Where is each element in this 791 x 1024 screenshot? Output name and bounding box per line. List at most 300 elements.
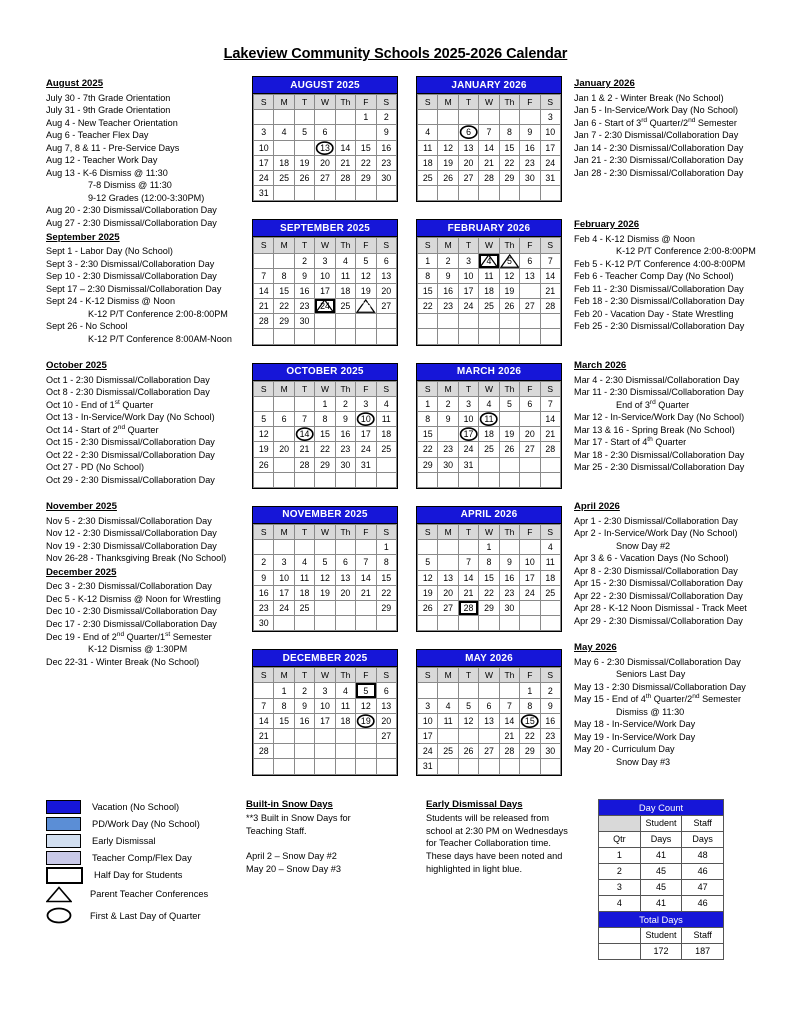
calendar-empty-cell [499, 472, 519, 487]
calendar-day-number: 10 [463, 414, 474, 425]
calendar-day-cell [274, 457, 294, 472]
notes-line: Mar 4 - 2:30 Dismissal/Collaboration Day [574, 374, 740, 385]
weekday-header: S [254, 524, 274, 539]
calendar-day-cell [438, 427, 458, 442]
calendar-day-cell [274, 412, 294, 427]
calendar-day-cell [479, 698, 499, 713]
calendar-day-cell [356, 283, 376, 298]
calendar-day-cell [499, 170, 519, 185]
calendar-empty-cell [274, 110, 294, 125]
notes-spacer [574, 474, 791, 487]
calendar-day-number: 17 [320, 715, 330, 726]
calendar-day-number: 28 [545, 301, 556, 312]
weekday-header: F [356, 524, 376, 539]
calendar-day-number: 3 [466, 255, 471, 266]
calendar-day-cell [335, 170, 355, 185]
calendar-day-number: 27 [340, 602, 351, 613]
calendar-empty-cell [335, 744, 355, 759]
calendar-day-number: 6 [445, 557, 451, 568]
calendar-day-cell [356, 110, 376, 125]
weekday-header: S [418, 524, 438, 539]
calendar-day-number: 26 [463, 746, 474, 757]
calendar-day-cell [479, 585, 499, 600]
calendar-day-number: 22 [484, 587, 494, 598]
calendar-day-number: 1 [322, 398, 328, 409]
calendar-day-cell [438, 396, 458, 411]
calendar-day-cell [520, 713, 540, 728]
notes-line: Feb 4 - K-12 Dismiss @ Noon [574, 233, 695, 244]
weekday-header: T [294, 668, 314, 683]
calendar-day-cell [335, 570, 355, 585]
calendar-day-number: 3 [261, 127, 267, 138]
calendar-day-number: 24 [320, 731, 330, 742]
calendar-day-cell [356, 442, 376, 457]
calendar-week-row [418, 472, 561, 487]
calendar-day-number: 1 [425, 255, 431, 266]
calendar-day-number: 30 [340, 459, 351, 470]
page-title: Lakeview Community Schools 2025-2026 Calendar [223, 46, 568, 62]
calendar-day-number: 17 [463, 285, 474, 296]
calendar-day-cell [520, 253, 540, 268]
calendar-empty-cell [458, 110, 478, 125]
legend-swatch-pd [46, 817, 81, 831]
calendar-day-cell [418, 283, 438, 298]
calendar-day-number: 23 [524, 157, 535, 168]
calendar-day-number: 11 [340, 700, 350, 711]
calendar-empty-cell [294, 759, 314, 774]
calendar-day-cell [254, 427, 274, 442]
calendar-week-row [418, 759, 561, 774]
calendar-day-number: 9 [547, 700, 553, 711]
calendar-day-number: 2 [506, 542, 512, 553]
calendar-day-number: 21 [484, 157, 494, 168]
calendar-month-title: MARCH 2026 [417, 364, 561, 381]
calendar-day-cell [315, 555, 335, 570]
calendar-day-number: 5 [322, 557, 328, 568]
calendar-week-row [254, 555, 397, 570]
legend-item [46, 867, 246, 884]
calendar-empty-cell [356, 329, 376, 344]
calendar-day-number: 3 [466, 398, 471, 409]
calendar-day-cell [335, 125, 355, 140]
calendar-day-number: 28 [360, 602, 371, 613]
calendar-day-number: 15 [504, 142, 515, 153]
calendar-empty-cell [458, 186, 478, 201]
calendar-day-cell [376, 600, 396, 615]
calendar-empty-cell [499, 457, 519, 472]
calendar-week-row [254, 140, 397, 155]
calendar-day-cell [458, 600, 478, 615]
notes-line: Feb 5 - K-12 P/T Conference 4:00-8:00PM [574, 258, 746, 269]
weekday-header: W [315, 668, 335, 683]
day-count-student-days: 45 [640, 863, 682, 879]
calendar-day-cell [294, 170, 314, 185]
calendar-day-number: 3 [425, 700, 431, 711]
day-count-wrapper [588, 799, 783, 960]
notes-line: Mar 18 - 2:30 Dismissal/Collaboration Day [574, 449, 745, 460]
weekday-header: W [479, 524, 499, 539]
calendar-day-cell [479, 540, 499, 555]
calendar-week-row [418, 396, 561, 411]
calendar-day-number: 29 [484, 602, 494, 613]
notes-month-heading: February 2026 [574, 219, 640, 231]
calendar-day-number: 15 [484, 572, 494, 583]
calendar-day-cell [499, 396, 519, 411]
calendar-day-cell [540, 744, 560, 759]
calendar-empty-cell [479, 683, 499, 698]
calendar-day-number: 8 [527, 700, 533, 711]
calendar-day-cell [520, 744, 540, 759]
calendar-day-cell [274, 253, 294, 268]
calendar-day-number: 31 [422, 761, 433, 772]
weekday-header: F [356, 668, 376, 683]
calendar-day-cell [458, 570, 478, 585]
notes-line: Sept 17 – 2:30 Dismissal/Collaboration Day [46, 283, 222, 294]
calendar-day-number: 8 [383, 557, 389, 568]
calendar-empty-cell [418, 683, 438, 698]
notes-line: Aug 13 - K-6 Dismiss @ 11:30 [46, 167, 168, 178]
notes-line: July 30 - 7th Grade Orientation [46, 92, 171, 103]
notes-spacer [574, 192, 791, 205]
calendar-day-cell [274, 744, 294, 759]
calendar-day-cell [499, 698, 519, 713]
calendar-empty-cell [356, 314, 376, 329]
calendar-day-cell [458, 268, 478, 283]
calendar-day-cell [376, 683, 396, 698]
calendar-day-number: 27 [524, 301, 535, 312]
notes-line: Oct 14 - Start of 2nd Quarter [46, 423, 159, 435]
calendar-empty-cell [315, 616, 335, 631]
legend-swatch-comp [46, 851, 81, 865]
calendar-day-number: 18 [443, 731, 454, 742]
calendar-day-cell [376, 283, 396, 298]
calendar-day-number: 24 [422, 746, 433, 757]
calendar-day-number: 26 [299, 173, 310, 184]
calendar-day-cell [540, 585, 560, 600]
day-count-days-header: Days [640, 831, 682, 847]
calendar-day-number: 7 [363, 557, 369, 568]
calendar-day-cell [294, 283, 314, 298]
day-count-staff-days: 48 [682, 847, 724, 863]
calendar-day-cell [315, 170, 335, 185]
calendar-day-number: 26 [258, 459, 269, 470]
calendar-day-cell [274, 155, 294, 170]
calendar-day-number: 19 [422, 587, 433, 598]
calendar-empty-cell [254, 253, 274, 268]
calendar-day-cell [520, 540, 540, 555]
calendar-month-title: FEBRUARY 2026 [417, 220, 561, 237]
calendar-day-cell [479, 729, 499, 744]
legend-swatch-early [46, 834, 81, 848]
calendar-day-number: 24 [360, 444, 371, 455]
notes-line: K-12 P/T Conference 8:00AM-Noon [88, 333, 232, 344]
calendar-day-cell [274, 570, 294, 585]
day-count-table [598, 799, 724, 960]
notes-spacer [46, 487, 246, 500]
weekday-header: F [356, 238, 376, 253]
calendar-day-cell [458, 299, 478, 314]
calendar-day-cell [540, 283, 560, 298]
calendar-day-number: 7 [261, 700, 267, 711]
calendar-day-number: 6 [342, 557, 348, 568]
calendar-day-cell [540, 268, 560, 283]
calendar-day-number: 14 [360, 572, 371, 583]
calendar-week-row [418, 283, 561, 298]
calendar-day-number: 19 [463, 731, 474, 742]
calendar-day-cell [315, 442, 335, 457]
calendar-day-number: 9 [506, 557, 512, 568]
calendar-day-cell [499, 585, 519, 600]
calendar-empty-cell [315, 314, 335, 329]
total-days-student-value: 172 [640, 943, 682, 959]
calendar-empty-cell [438, 759, 458, 774]
calendar-day-number: 19 [504, 429, 515, 440]
calendar-day-cell [356, 698, 376, 713]
calendar-day-cell [479, 155, 499, 170]
notes-line: Sept 3 - 2:30 Dismissal/Collaboration Day [46, 258, 215, 269]
calendar-day-number: 28 [463, 602, 474, 613]
calendar-day-number: 25 [484, 301, 494, 312]
early-dismissal-heading: Early Dismissal Days [426, 798, 523, 810]
calendar-week-row [254, 186, 397, 201]
calendar-day-number: 14 [258, 285, 269, 296]
weekday-header: S [376, 524, 396, 539]
calendar-day-cell [458, 155, 478, 170]
notes-line: Mar 25 - 2:30 Dismissal/Collaboration Day [574, 462, 745, 473]
calendar-day-number: 11 [545, 557, 555, 568]
calendar-day-number: 27 [320, 173, 330, 184]
calendar-day-cell [520, 698, 540, 713]
weekday-header: W [479, 381, 499, 396]
weekday-header: T [294, 381, 314, 396]
weekday-header: W [479, 668, 499, 683]
calendar-day-number: 15 [381, 572, 392, 583]
calendar-week-row [254, 125, 397, 140]
calendar-day-number: 27 [443, 602, 454, 613]
calendar-day-number: 13 [524, 270, 535, 281]
calendar-empty-cell [540, 600, 560, 615]
weekday-header: S [376, 381, 396, 396]
calendar-day-cell [335, 427, 355, 442]
calendar-week-row [418, 585, 561, 600]
calendar-march-2026 [416, 363, 562, 489]
calendar-day-number: 14 [299, 429, 310, 440]
weekday-header: Th [335, 238, 355, 253]
calendar-week-row [254, 683, 397, 698]
calendar-day-number: 5 [363, 255, 369, 266]
weekday-header: W [315, 95, 335, 110]
calendar-day-number: 28 [504, 746, 515, 757]
calendar-month-title: JANUARY 2026 [417, 77, 561, 94]
calendar-day-number: 5 [425, 557, 431, 568]
calendar-day-number: 10 [279, 572, 290, 583]
calendar-pair-row [252, 506, 562, 632]
legend-label: Half Day for Students [94, 870, 183, 881]
calendar-day-number: 4 [281, 127, 287, 138]
calendar-day-number: 14 [545, 414, 556, 425]
calendar-day-number: 25 [484, 444, 494, 455]
calendar-day-number: 21 [258, 731, 269, 742]
calendar-day-cell [540, 427, 560, 442]
weekday-header: Th [499, 668, 519, 683]
calendar-day-cell [458, 283, 478, 298]
notes-line: Aug 12 - Teacher Work Day [46, 155, 158, 166]
weekday-header: S [254, 381, 274, 396]
calendar-empty-cell [315, 540, 335, 555]
calendar-empty-cell [274, 759, 294, 774]
calendar-day-number: 11 [279, 142, 289, 153]
calendar-day-cell [294, 744, 314, 759]
calendar-empty-cell [315, 110, 335, 125]
calendar-empty-cell [376, 186, 396, 201]
early-dismissal-line: Students will be released from [426, 813, 550, 824]
snow-days-lines [246, 812, 412, 875]
calendar-day-number: 1 [425, 398, 431, 409]
calendar-day-cell [356, 140, 376, 155]
calendar-day-cell [254, 140, 274, 155]
notes-line: Nov 19 - 2:30 Dismissal/Collaboration Day [46, 540, 217, 551]
calendar-day-cell [438, 412, 458, 427]
calendar-day-number: 13 [443, 572, 454, 583]
calendar-empty-cell [438, 186, 458, 201]
calendar-day-number: 2 [547, 685, 553, 696]
calendar-day-cell [540, 110, 560, 125]
calendar-day-number: 20 [484, 731, 494, 742]
calendar-day-cell [294, 585, 314, 600]
calendar-day-number: 20 [443, 587, 454, 598]
calendar-day-number: 24 [463, 444, 474, 455]
notes-line: Dec 5 - K-12 Dismiss @ Noon for Wrestling [46, 593, 221, 604]
notes-month-heading: January 2026 [574, 78, 635, 89]
day-count-staff-days: 46 [682, 863, 724, 879]
calendar-day-cell [376, 442, 396, 457]
day-count-title: Day Count [599, 799, 724, 815]
calendar-day-number: 10 [258, 142, 269, 153]
weekday-header: F [356, 95, 376, 110]
calendar-day-number: 4 [547, 542, 553, 553]
notes-line: Nov 12 - 2:30 Dismissal/Collaboration Day [46, 528, 217, 539]
calendar-day-cell [520, 396, 540, 411]
calendar-day-number: 16 [340, 429, 351, 440]
calendar-empty-cell [499, 186, 519, 201]
early-dismissal-line: for Teacher Collaboration time. [426, 838, 551, 849]
calendar-week-row [418, 186, 561, 201]
calendar-empty-cell [254, 329, 274, 344]
calendar-day-number: 13 [463, 142, 474, 153]
calendar-day-number: 23 [504, 587, 515, 598]
calendar-day-number: 4 [486, 255, 492, 266]
calendar-day-number: 29 [279, 746, 290, 757]
calendar-week-row [418, 125, 561, 140]
calendar-day-cell [418, 299, 438, 314]
notes-line: End of 3rd Quarter [616, 398, 690, 410]
day-count-staff-days: 46 [682, 895, 724, 911]
notes-line: Seniors Last Day [616, 669, 686, 680]
calendar-pair-row [252, 76, 562, 202]
calendar-week-row [254, 585, 397, 600]
calendar-day-number: 17 [279, 587, 290, 598]
calendar-week-row [418, 329, 561, 344]
day-count-student-days: 41 [640, 895, 682, 911]
calendar-day-cell [376, 170, 396, 185]
calendar-day-cell [254, 570, 274, 585]
weekday-header: M [274, 524, 294, 539]
calendar-week-row [418, 253, 561, 268]
calendar-month-title: AUGUST 2025 [253, 77, 397, 94]
calendar-day-cell [315, 713, 335, 728]
calendar-day-number: 21 [360, 587, 371, 598]
calendar-empty-cell [376, 472, 396, 487]
calendar-day-number: 12 [422, 572, 433, 583]
calendar-day-number: 4 [425, 127, 431, 138]
calendar-day-cell [499, 253, 519, 268]
weekday-header: W [315, 524, 335, 539]
calendar-week-row [418, 698, 561, 713]
calendar-day-number: 17 [463, 429, 474, 440]
calendar-day-number: 30 [524, 173, 535, 184]
calendar-day-cell [438, 283, 458, 298]
calendar-day-cell [540, 170, 560, 185]
calendar-week-row [418, 457, 561, 472]
calendar-grid [252, 76, 562, 793]
calendar-day-number: 29 [524, 746, 535, 757]
calendar-empty-cell [356, 540, 376, 555]
calendar-day-number: 15 [524, 715, 535, 726]
weekday-header: W [479, 95, 499, 110]
weekday-header: S [540, 95, 560, 110]
calendar-week-row [418, 744, 561, 759]
notes-line: Oct 8 - 2:30 Dismissal/Collaboration Day [46, 387, 210, 398]
calendar-empty-cell [335, 616, 355, 631]
calendar-day-cell [376, 570, 396, 585]
calendar-day-number: 2 [302, 685, 307, 696]
calendar-day-cell [520, 585, 540, 600]
weekday-header: M [438, 95, 458, 110]
calendar-day-cell [479, 283, 499, 298]
calendar-october-2025 [252, 363, 398, 489]
calendar-day-cell [274, 729, 294, 744]
day-count-qtr: 2 [599, 863, 641, 879]
legend-item [46, 905, 246, 927]
calendar-day-cell [335, 396, 355, 411]
weekday-header: M [438, 381, 458, 396]
weekday-header: F [356, 381, 376, 396]
calendar-day-cell [315, 299, 335, 314]
calendar-day-number: 18 [545, 572, 556, 583]
notes-line: Sep 10 - 2:30 Dismissal/Collaboration Day [46, 271, 217, 282]
weekday-header: T [294, 238, 314, 253]
calendar-day-number: 12 [504, 270, 515, 281]
calendar-day-cell [254, 186, 274, 201]
notes-line: Apr 29 - 2:30 Dismissal/Collaboration Day [574, 615, 743, 626]
weekday-header: S [254, 95, 274, 110]
day-count-student-days: 41 [640, 847, 682, 863]
calendar-day-number: 12 [504, 414, 515, 425]
calendar-empty-cell [274, 616, 294, 631]
calendar-day-cell [254, 268, 274, 283]
notes-line: Dec 17 - 2:30 Dismissal/Collaboration Day [46, 618, 217, 629]
calendar-empty-cell [458, 540, 478, 555]
calendar-day-number: 26 [443, 173, 454, 184]
weekday-header: Th [335, 95, 355, 110]
calendar-day-number: 7 [466, 557, 471, 568]
calendar-day-cell [274, 713, 294, 728]
weekday-header: M [274, 238, 294, 253]
calendar-empty-cell [335, 759, 355, 774]
notes-line: 7-8 Dismiss @ 11:30 [88, 180, 172, 191]
calendar-week-row [418, 427, 561, 442]
calendar-day-cell [479, 427, 499, 442]
